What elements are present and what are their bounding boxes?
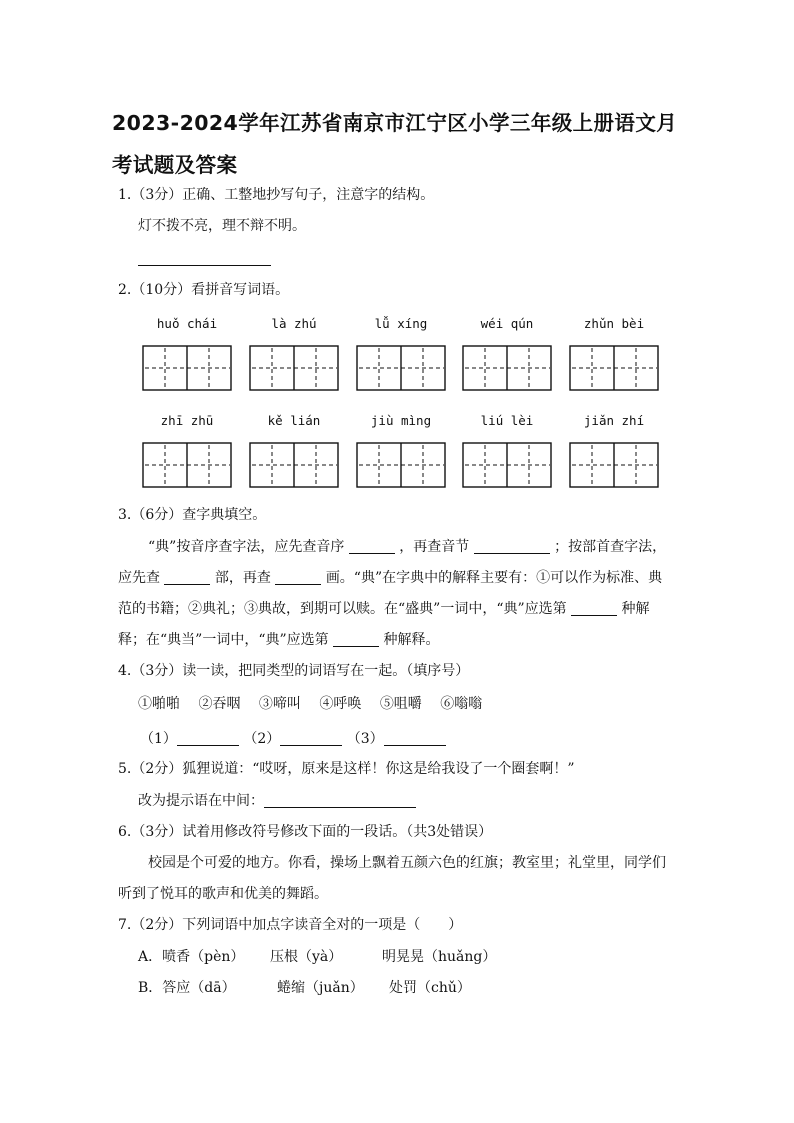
q7-option-b	[138, 978, 471, 998]
q7-b-item: 处罚（chǔ）	[389, 980, 471, 996]
q4-option: ②吞咽	[198, 696, 241, 712]
pinyin-label: zhǔn bèi	[583, 316, 645, 331]
tianzige-answer-box[interactable]	[569, 442, 659, 488]
q3-blank-bushou[interactable]	[164, 570, 210, 585]
q3-blank-yinxu[interactable]	[349, 539, 395, 554]
pinyin-label: kě lián	[267, 413, 321, 428]
q4-option: ⑥嗡嗡	[440, 696, 483, 712]
q3-text-2c: 画。“典”在字典中的解释主要有：①可以作为标准、典	[325, 570, 663, 586]
q4-blank-label-2: （2）	[243, 731, 281, 747]
tianzige-answer-box[interactable]	[356, 442, 446, 488]
q3-text-3b: 种解	[621, 601, 650, 617]
q5-answer-blank[interactable]	[264, 793, 416, 808]
q7-a-item: 压根（yà）	[270, 949, 343, 965]
tianzige-answer-box[interactable]	[462, 442, 552, 488]
tianzige-grid-graphic	[569, 345, 659, 391]
q2-stem: 2.（10分）看拼音写词语。	[118, 282, 290, 298]
q3-line-3	[118, 599, 650, 619]
q3-text-1a: “典”按音序查字法，应先查音序	[148, 539, 345, 555]
tianzige-grid-graphic	[249, 345, 339, 391]
tianzige-answer-box[interactable]	[249, 442, 339, 488]
q3-text-2a: 应先查	[118, 570, 160, 586]
q1-stem: 1.（3分）正确、工整地抄写句子，注意字的结构。	[118, 187, 435, 203]
pinyin-label: liú lèi	[480, 413, 534, 428]
q3-blank-yinjie[interactable]	[474, 539, 550, 554]
q3-text-1c: ；按部首查字法，	[554, 539, 667, 555]
tianzige-answer-box[interactable]	[142, 442, 232, 488]
q3-text-2b: 部，再查	[214, 570, 271, 586]
q4-blank-2[interactable]	[280, 731, 342, 746]
q4-options	[138, 694, 496, 714]
tianzige-grid-graphic	[356, 442, 446, 488]
q3-blank-diandang[interactable]	[333, 632, 379, 647]
q7-b-item: B．答应（dā）	[138, 980, 236, 996]
q3-text-4a: 释；在“典当”一词中，“典”应选第	[118, 632, 329, 648]
pinyin-label: wéi qún	[480, 316, 534, 331]
q5-stem: 5.（2分）狐狸说道：“哎呀，原来是这样！你这是给我设了一个圈套啊！”	[118, 761, 575, 777]
q7-b-item: 蜷缩（juǎn）	[277, 980, 364, 996]
tianzige-answer-box[interactable]	[356, 345, 446, 391]
q1-answer-line[interactable]	[138, 265, 271, 266]
q6-paragraph-line-2: 听到了悦耳的歌声和优美的舞蹈。	[118, 886, 328, 902]
q7-a-item: A．喷香（pèn）	[138, 949, 245, 965]
tianzige-answer-box[interactable]	[462, 345, 552, 391]
q4-answer-blanks	[140, 729, 446, 749]
tianzige-grid-graphic	[142, 345, 232, 391]
q3-line-4	[118, 630, 440, 650]
q1-sentence: 灯不拨不亮，理不辩不明。	[138, 218, 306, 234]
q4-blank-1[interactable]	[177, 731, 239, 746]
q7-option-a	[138, 947, 496, 967]
q3-blank-bihua[interactable]	[275, 570, 321, 585]
q7-a-item: 明晃晃（huǎng）	[382, 949, 497, 965]
q3-line-2	[118, 568, 662, 588]
q7-stem: 7.（2分）下列词语中加点字读音全对的一项是（ ）	[118, 917, 463, 933]
pinyin-label: jiù mìng	[370, 413, 432, 428]
q3-line-1	[148, 537, 666, 557]
q4-option: ④呼唤	[319, 696, 362, 712]
tianzige-grid-graphic	[356, 345, 446, 391]
q5-instruction-line	[138, 791, 416, 811]
tianzige-grid-graphic	[462, 442, 552, 488]
q3-text-1b: ，再查音节	[399, 539, 470, 555]
pinyin-label: lǚ xíng	[374, 316, 428, 331]
tianzige-grid-graphic	[249, 442, 339, 488]
q4-stem: 4.（3分）读一读，把同类型的词语写在一起。（填序号）	[118, 663, 470, 679]
q3-stem: 3.（6分）查字典填空。	[118, 507, 267, 523]
tianzige-grid-graphic	[462, 345, 552, 391]
q4-option: ①啪啪	[138, 696, 180, 712]
tianzige-answer-box[interactable]	[569, 345, 659, 391]
q4-option: ③啼叫	[258, 696, 301, 712]
q4-blank-3[interactable]	[384, 731, 446, 746]
q5-instruction: 改为提示语在中间：	[138, 793, 264, 809]
pinyin-label: là zhú	[271, 316, 317, 331]
q6-stem: 6.（3分）试着用修改符号修改下面的一段话。（共3处错误）	[118, 824, 493, 840]
q6-paragraph-line-1: 校园是个可爱的地方。你看，操场上飘着五颜六色的红旗；教室里；礼堂里，同学们	[148, 855, 666, 871]
q4-option: ⑤咀嚼	[379, 696, 422, 712]
tianzige-answer-box[interactable]	[142, 345, 232, 391]
pinyin-label: huǒ chái	[156, 316, 218, 331]
tianzige-answer-box[interactable]	[249, 345, 339, 391]
pinyin-label: jiǎn zhí	[583, 413, 645, 428]
q4-blank-label-1: （1）	[140, 731, 177, 747]
document-title-line-2: 考试题及答案	[112, 153, 238, 177]
q3-text-3a: 范的书籍；②典礼；③典故，到期可以赎。在“盛典”一词中，“典”应选第	[118, 601, 567, 617]
tianzige-grid-graphic	[569, 442, 659, 488]
pinyin-label: zhī zhū	[160, 413, 214, 428]
document-title-line-1: 2023-2024学年江苏省南京市江宁区小学三年级上册语文月	[112, 111, 678, 135]
q3-text-4b: 种解释。	[383, 632, 440, 648]
q4-blank-label-3: （3）	[346, 731, 384, 747]
q3-blank-shengdian[interactable]	[571, 601, 617, 616]
tianzige-grid-graphic	[142, 442, 232, 488]
